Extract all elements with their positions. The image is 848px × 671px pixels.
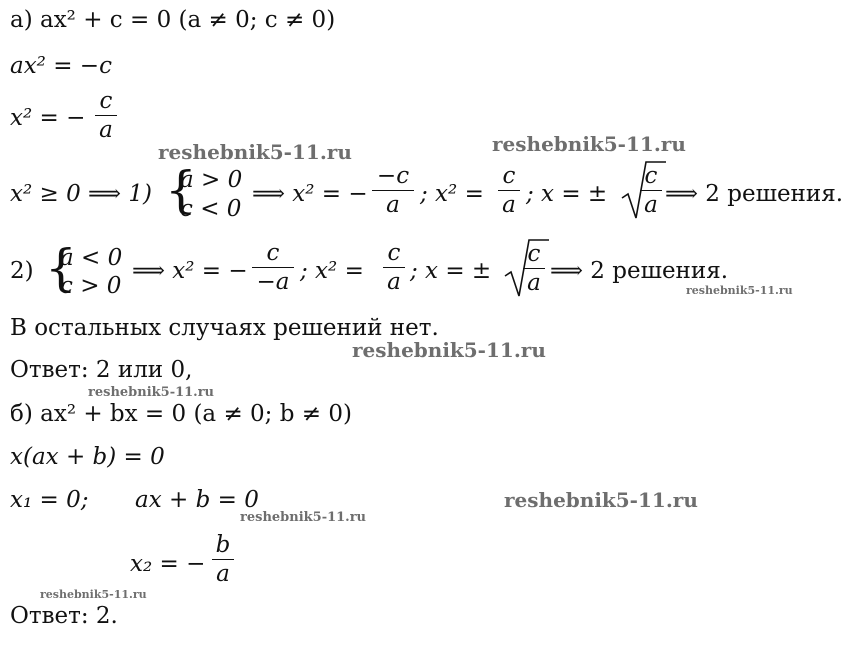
fraction-minus-c-over-a [372,163,414,218]
watermark: reshebnik5-11.ru [240,510,367,525]
fraction-c-over-a [498,163,520,218]
case2-condition-1: a < 0 [60,245,123,271]
fraction-denominator: a [527,270,541,296]
fraction-denominator: a [387,269,401,295]
fraction-denominator: −a [256,269,290,295]
fraction-numerator: c [527,241,541,267]
watermark: reshebnik5-11.ru [40,588,147,601]
step-ax2-eq-minus-c: ax² = −c [10,53,112,79]
case2-x2-eq: ; x² = [300,258,364,284]
fraction-denominator: a [502,192,516,218]
part-a-equation: а) ax² + c = 0 (a ≠ 0; c ≠ 0) [10,7,336,33]
case1-condition-1: a > 0 [180,167,243,193]
fraction-numerator: c [502,163,516,189]
watermark: reshebnik5-11.ru [158,140,352,164]
step-factor: x(ax + b) = 0 [10,444,165,470]
watermark: reshebnik5-11.ru [88,385,215,400]
case1-x-eq: ; x = ± [526,181,608,207]
part-b-equation: б) ax² + bx = 0 (a ≠ 0; b ≠ 0) [10,401,352,427]
fraction-numerator: b [215,532,231,558]
step-x2-lhs: x² = − [10,105,86,131]
fraction-denominator: a [99,117,113,143]
step-x2-lhs: x₂ = − [130,551,206,577]
fraction-numerator: c [644,163,658,189]
fraction-denominator: a [216,561,230,587]
fraction-b-over-a [212,532,234,587]
fraction-denominator: a [644,192,658,218]
fraction-numerator: c [266,240,280,266]
fraction-c-over-a [95,88,117,143]
fraction-c-over-a-under-root [523,241,545,296]
watermark: reshebnik5-11.ru [504,488,698,512]
case2-lhs: 2) [10,258,34,284]
fraction-c-over-a [383,240,405,295]
watermark: reshebnik5-11.ru [686,284,793,297]
watermark: reshebnik5-11.ru [352,338,546,362]
case1-lhs: x² ≥ 0 ⟹ 1) [10,181,152,207]
no-other-solutions: В остальных случаях решений нет. [10,315,439,341]
case1-result: ⟹ 2 решения. [665,181,844,207]
watermark: reshebnik5-11.ru [492,132,686,156]
answer-b: Ответ: 2. [10,603,118,629]
answer-a: Ответ: 2 или 0, [10,357,193,383]
system-brace: { [45,239,77,297]
case1-implies: ⟹ x² = − [252,181,368,207]
system-brace: { [165,161,197,219]
fraction-numerator: c [99,88,113,114]
step-linear: ax + b = 0 [135,487,259,513]
case2-x-eq: ; x = ± [410,258,492,284]
case1-condition-2: c < 0 [180,196,242,222]
fraction-denominator: a [386,192,400,218]
case1-x2-eq: ; x² = [420,181,484,207]
fraction-numerator: −c [376,163,410,189]
case2-result: ⟹ 2 решения. [550,258,729,284]
fraction-numerator: c [387,240,401,266]
fraction-c-over-minus-a [252,240,294,295]
case2-implies: ⟹ x² = − [132,258,248,284]
fraction-c-over-a-under-root [640,163,662,218]
step-x1: x₁ = 0; [10,487,89,513]
case2-condition-2: c > 0 [60,273,122,299]
